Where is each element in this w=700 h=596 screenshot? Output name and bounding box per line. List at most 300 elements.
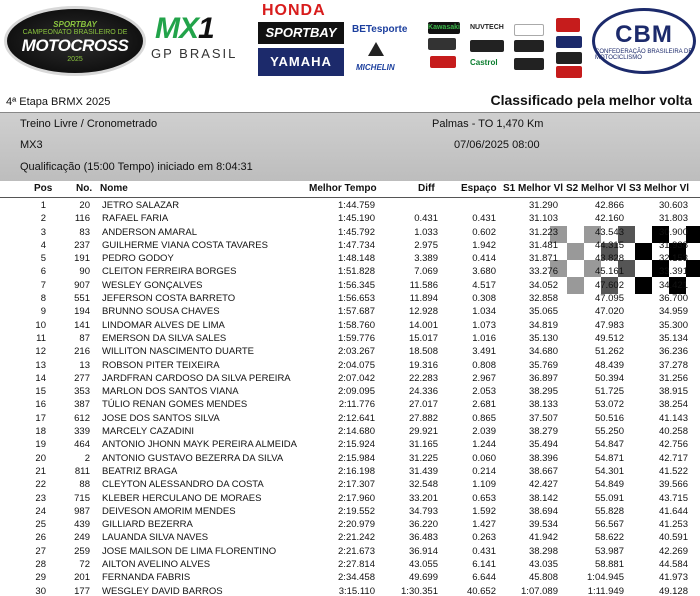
cell-diff: 27.882: [408, 412, 438, 424]
cell-s2: 50.394: [594, 372, 624, 384]
cell-no: 90: [79, 266, 90, 278]
sponsor-banner: [0, 0, 700, 84]
cell-diff: 2.975: [414, 239, 438, 251]
cell-pos: 5: [40, 253, 46, 265]
cell-pos: 12: [35, 346, 46, 358]
table-row: [0, 345, 700, 358]
cell-pos: 30: [35, 585, 46, 596]
col-s3: S3 Melhor Vl: [629, 183, 690, 194]
cell-s1: 34.819: [528, 319, 558, 331]
cell-diff: 27.017: [408, 399, 438, 411]
table-row: [0, 465, 700, 478]
cell-diff: 34.793: [408, 505, 438, 517]
cell-pos: 26: [35, 532, 46, 544]
cell-s3: 39.566: [658, 479, 688, 491]
sponsor-logo-b: [430, 56, 456, 68]
cell-name: TÚLIO RENAN GOMES MENDES: [102, 399, 248, 411]
col-name: Nome: [100, 183, 128, 194]
cell-s1: 32.858: [528, 293, 558, 305]
track-location: Palmas - TO 1,470 Km: [432, 118, 544, 130]
cell-s2: 50.516: [594, 412, 624, 424]
cell-s3: 36.236: [658, 346, 688, 358]
cell-s1: 38.279: [528, 426, 558, 438]
yamaha-logo: YAMAHA: [258, 48, 344, 76]
cell-s2: 51.725: [594, 386, 624, 398]
cell-gap: 0.865: [472, 412, 496, 424]
cell-s3: 38.254: [658, 399, 688, 411]
michelin-logo: MICHELIN: [356, 63, 395, 72]
cell-no: 72: [79, 559, 90, 571]
cell-gap: 0.653: [472, 492, 496, 504]
cell-no: 83: [79, 226, 90, 238]
cell-s1: 38.694: [528, 505, 558, 517]
cell-gap: 2.681: [472, 399, 496, 411]
cell-s1: 35.065: [528, 306, 558, 318]
cell-name: PEDRO GODOY: [102, 253, 174, 265]
cell-s1: 42.427: [528, 479, 558, 491]
cell-diff: 11.586: [409, 279, 438, 291]
table-row: [0, 385, 700, 398]
cell-s2: 55.250: [594, 426, 624, 438]
cell-pos: 20: [35, 452, 46, 464]
table-row: [0, 571, 700, 584]
cell-gap: 0.431: [472, 545, 496, 557]
cell-s3: 37.278: [658, 359, 688, 371]
cell-pos: 23: [35, 492, 46, 504]
cell-s2: 56.567: [594, 519, 624, 531]
event-stage: 4ª Etapa BRMX 2025: [6, 96, 111, 108]
cell-best: 2:07.042: [338, 372, 375, 384]
cell-gap: 0.263: [472, 532, 496, 544]
cell-pos: 18: [35, 426, 46, 438]
mx1-logo: [155, 12, 214, 46]
table-row: [0, 518, 700, 531]
cell-gap: 0.808: [472, 359, 496, 371]
sponsor-logo-g: [556, 18, 580, 32]
cell-pos: 7: [40, 279, 46, 291]
cell-diff: 43.055: [408, 559, 438, 571]
cell-best: 2:34.458: [338, 572, 375, 584]
cell-s3: 30.900: [658, 226, 688, 238]
table-row: [0, 332, 700, 345]
cell-name: KLEBER HERCULANO DE MORAES: [102, 492, 262, 504]
cell-name: AILTON AVELINO ALVES: [102, 559, 211, 571]
cbm-subtitle: CONFEDERAÇÃO BRASILEIRA DE MOTOCICLISMO: [595, 49, 693, 61]
cell-name: JEFERSON COSTA BARRETO: [102, 293, 236, 305]
col-pos: Pos: [34, 183, 53, 194]
cell-best: 1:48.148: [338, 253, 375, 265]
logo-subtitle: CAMPEONATO BRASILEIRO DE: [22, 28, 128, 36]
cell-best: 2:12.641: [338, 412, 375, 424]
cell-best: 1:45.792: [338, 226, 375, 238]
cell-gap: 1.244: [472, 439, 496, 451]
cell-best: 2:11.776: [338, 399, 375, 411]
cell-s3: 44.584: [658, 559, 688, 571]
cell-s1: 38.298: [528, 545, 558, 557]
cell-no: 116: [74, 213, 90, 225]
cell-pos: 10: [35, 319, 46, 331]
cell-s2: 58.881: [594, 559, 624, 571]
cell-gap: 4.517: [472, 279, 496, 291]
table-row: [0, 492, 700, 505]
cell-s1: 38.142: [528, 492, 558, 504]
cell-pos: 22: [35, 479, 46, 491]
cell-gap: 3.491: [472, 346, 496, 358]
cell-s2: 58.622: [594, 532, 624, 544]
cell-name: FERNANDA FABRIS: [102, 572, 191, 584]
cell-diff: 15.017: [408, 332, 438, 344]
cell-pos: 6: [40, 266, 46, 278]
cell-gap: 0.060: [472, 452, 496, 464]
cell-best: 2:04.075: [338, 359, 375, 371]
results-table-body: [0, 199, 700, 596]
cell-best: 1:45.190: [338, 213, 375, 225]
cell-diff: 49.699: [408, 572, 438, 584]
cell-no: 259: [74, 545, 90, 557]
session-info-panel: [0, 113, 700, 181]
cell-pos: 28: [35, 559, 46, 571]
cell-gap: 2.039: [472, 426, 496, 438]
mx1-text: MX: [155, 12, 198, 45]
sportbay-logo: SPORTBAY: [258, 22, 344, 44]
col-diff: Diff: [418, 183, 435, 194]
cell-best: 2:17.307: [338, 479, 375, 491]
cell-gap: 0.214: [472, 465, 496, 477]
cell-no: 277: [74, 372, 90, 384]
cell-gap: 6.644: [472, 572, 496, 584]
cell-diff: 14.001: [408, 319, 438, 331]
cell-s1: 34.052: [528, 279, 558, 291]
cell-s3: 41.644: [658, 505, 688, 517]
table-row: [0, 199, 700, 212]
cell-diff: 18.508: [408, 346, 438, 358]
cell-gap: 0.414: [472, 253, 496, 265]
honda-logo: HONDA: [262, 2, 326, 19]
cell-s1: 1:07.089: [521, 585, 558, 596]
cell-s2: 53.987: [594, 545, 624, 557]
cell-name: CLEYTON ALESSANDRO DA COSTA: [102, 479, 264, 491]
cell-no: 20: [79, 200, 90, 211]
nuvtech-logo: NUVTECH: [470, 24, 504, 31]
session-name: Treino Livre / Cronometrado: [20, 118, 158, 130]
cell-no: 201: [74, 572, 90, 584]
cbm-text: CBM: [615, 21, 673, 48]
sponsor-logo-c: [470, 40, 504, 52]
cell-best: 1:56.653: [338, 293, 375, 305]
cell-diff: 31.439: [408, 465, 438, 477]
cell-pos: 15: [35, 386, 46, 398]
sponsor-logo-a: [428, 38, 456, 50]
cell-diff: 12.928: [408, 306, 438, 318]
cell-s1: 38.396: [528, 452, 558, 464]
cell-s3: 41.973: [658, 572, 688, 584]
cell-s1: 38.133: [528, 399, 558, 411]
cell-best: 1:59.776: [338, 332, 375, 344]
cell-pos: 13: [35, 359, 46, 371]
cell-name: LINDOMAR ALVES DE LIMA: [102, 319, 225, 331]
castrol-logo: Castrol: [470, 58, 498, 67]
cell-best: 1:47.734: [338, 239, 375, 251]
results-table-header: [0, 183, 700, 197]
cell-gap: 1.034: [472, 306, 496, 318]
cell-best: 2:19.552: [338, 505, 375, 517]
table-row: [0, 292, 700, 305]
cell-s1: 37.507: [528, 412, 558, 424]
cell-name: GILLIARD BEZERRA: [102, 519, 193, 531]
cell-no: 387: [74, 399, 90, 411]
cell-s1: 41.942: [528, 532, 558, 544]
cell-name: JARDFRAN CARDOSO DA SILVA PEREIRA: [102, 372, 291, 384]
cell-diff: 31.165: [408, 439, 438, 451]
cell-pos: 11: [36, 332, 46, 344]
cell-name: GUILHERME VIANA COSTA TAVARES: [102, 239, 268, 251]
cell-best: 1:58.760: [338, 319, 375, 331]
table-row: [0, 558, 700, 571]
cell-diff: 1.033: [414, 226, 438, 238]
cell-s3: 42.269: [658, 545, 688, 557]
cell-best: 1:44.759: [338, 200, 375, 211]
cell-s2: 54.847: [594, 439, 624, 451]
cell-name: JETRO SALAZAR: [102, 200, 180, 211]
cell-s1: 43.035: [528, 559, 558, 571]
cell-diff: 0.431: [414, 213, 438, 225]
cell-s2: 43.543: [594, 226, 624, 238]
cell-s2: 47.602: [594, 279, 624, 291]
cell-name: WESLEY GONÇALVES: [102, 279, 203, 291]
logo-year: 2025: [67, 55, 83, 63]
cell-s3: 30.603: [658, 200, 688, 211]
cell-s2: 55.828: [594, 505, 624, 517]
cell-pos: 1: [40, 200, 46, 211]
table-row: [0, 585, 700, 596]
cell-diff: 7.069: [414, 266, 438, 278]
cell-pos: 3: [40, 226, 46, 238]
session-date: 07/06/2025 08:00: [454, 139, 540, 151]
table-row: [0, 531, 700, 544]
cell-s1: 45.808: [528, 572, 558, 584]
cell-best: 1:56.345: [338, 279, 375, 291]
cell-pos: 25: [35, 519, 46, 531]
cell-s1: 33.276: [528, 266, 558, 278]
cell-s1: 36.897: [528, 372, 558, 384]
col-s2: S2 Melhor Vl: [566, 183, 627, 194]
cell-s2: 43.828: [594, 253, 624, 265]
cell-name: ANDERSON AMARAL: [102, 226, 198, 238]
cell-s2: 1:11.949: [587, 585, 624, 596]
cell-s2: 55.091: [594, 492, 624, 504]
cell-s3: 40.591: [658, 532, 688, 544]
cell-s2: 49.512: [594, 332, 624, 344]
cell-name: ANTONIO GUSTAVO BEZERRA DA SILVA: [102, 452, 284, 464]
cell-name: JOSE DOS SANTOS SILVA: [102, 412, 220, 424]
cell-name: WILLITON NASCIMENTO DUARTE: [102, 346, 255, 358]
cell-no: 13: [79, 359, 90, 371]
cell-s2: 54.871: [594, 452, 624, 464]
cell-s1: 38.667: [528, 465, 558, 477]
cell-diff: 36.483: [408, 532, 438, 544]
cell-pos: 17: [35, 412, 46, 424]
sponsor-logo-i: [556, 52, 582, 64]
cell-s3: 41.253: [658, 519, 688, 531]
cell-diff: 22.283: [408, 372, 438, 384]
cell-no: 177: [74, 585, 90, 596]
cell-s3: 33.391: [658, 266, 688, 278]
table-row: [0, 478, 700, 491]
cell-diff: 32.548: [408, 479, 438, 491]
cell-diff: 24.336: [408, 386, 438, 398]
cell-diff: 31.225: [408, 452, 438, 464]
cell-s3: 38.915: [658, 386, 688, 398]
cell-s1: 31.103: [528, 213, 558, 225]
cell-diff: 29.921: [408, 426, 438, 438]
sponsor-logo-j: [556, 66, 582, 78]
page-title: Classificado pela melhor volta: [490, 92, 692, 108]
col-no: No.: [76, 183, 93, 194]
cell-s3: 42.756: [658, 439, 688, 451]
cell-best: 1:51.828: [338, 266, 375, 278]
cell-s3: 41.522: [658, 465, 688, 477]
cell-s1: 35.769: [528, 359, 558, 371]
cell-s3: 31.938: [658, 239, 688, 251]
cell-gap: 1.073: [472, 319, 496, 331]
cell-gap: 1.942: [472, 239, 496, 251]
cell-s2: 51.262: [594, 346, 624, 358]
cell-diff: 19.316: [408, 359, 438, 371]
cell-name: MARCELY CAZADINI: [102, 426, 195, 438]
cell-best: 2:21.242: [338, 532, 375, 544]
triangle-icon: [368, 42, 384, 56]
cell-s3: 35.300: [658, 319, 688, 331]
cell-no: 194: [74, 306, 90, 318]
table-row: [0, 239, 700, 252]
cell-name: CLEITON FERREIRA BORGES: [102, 266, 237, 278]
cell-gap: 2.967: [472, 372, 496, 384]
cell-best: 2:15.924: [338, 439, 375, 451]
cell-s3: 36.700: [658, 293, 688, 305]
cell-gap: 1.016: [472, 332, 496, 344]
table-row: [0, 425, 700, 438]
cell-diff: 1:30.351: [401, 585, 438, 596]
cell-s2: 48.439: [594, 359, 624, 371]
table-row: [0, 265, 700, 278]
cell-gap: 3.680: [472, 266, 496, 278]
cell-name: RAFAEL FARIA: [102, 213, 169, 225]
cell-no: 811: [74, 465, 90, 477]
cell-diff: 33.201: [408, 492, 438, 504]
cell-name: ANTONIO JHONN MAYK PEREIRA ALMEIDA: [102, 439, 297, 451]
cell-s2: 47.095: [594, 293, 624, 305]
cell-best: 2:09.095: [338, 386, 375, 398]
table-row: [0, 372, 700, 385]
cell-no: 88: [79, 479, 90, 491]
cell-best: 2:14.680: [338, 426, 375, 438]
cell-no: 249: [74, 532, 90, 544]
cell-no: 353: [74, 386, 90, 398]
cell-name: DEIVESON AMORIM MENDES: [102, 505, 236, 517]
cell-s1: 39.534: [528, 519, 558, 531]
cell-pos: 24: [35, 505, 46, 517]
cell-s2: 53.072: [594, 399, 624, 411]
cell-s3: 41.143: [658, 412, 688, 424]
table-row: [0, 305, 700, 318]
cell-gap: 0.602: [472, 226, 496, 238]
cell-s3: 34.421: [658, 279, 688, 291]
table-row: [0, 359, 700, 372]
cell-pos: 27: [35, 545, 46, 557]
cell-s1: 35.130: [528, 332, 558, 344]
cell-pos: 9: [40, 306, 46, 318]
table-row: [0, 319, 700, 332]
motocross-championship-logo: [4, 6, 146, 76]
cell-no: 464: [74, 439, 90, 451]
cell-best: 2:27.814: [338, 559, 375, 571]
cell-best: 2:17.960: [338, 492, 375, 504]
cell-gap: 0.431: [472, 213, 496, 225]
col-gap: Espaço: [461, 183, 497, 194]
cell-s1: 34.680: [528, 346, 558, 358]
cell-s1: 38.295: [528, 386, 558, 398]
cell-s2: 47.020: [594, 306, 624, 318]
cell-s3: 49.128: [658, 585, 688, 596]
cell-s1: 31.871: [528, 253, 558, 265]
cell-diff: 11.894: [409, 293, 438, 305]
cell-best: 2:20.979: [338, 519, 375, 531]
cell-no: 339: [74, 426, 90, 438]
cell-no: 2: [84, 452, 90, 464]
col-s1: S1 Melhor Vl: [503, 183, 564, 194]
cell-name: ROBSON PITER TEIXEIRA: [102, 359, 220, 371]
cell-gap: 1.427: [472, 519, 496, 531]
kawasaki-logo: Kawasaki: [428, 22, 460, 34]
table-row: [0, 505, 700, 518]
cell-s2: 42.160: [594, 213, 624, 225]
cell-s3: 35.134: [658, 332, 688, 344]
cell-no: 141: [74, 319, 90, 331]
table-row: [0, 398, 700, 411]
table-row: [0, 438, 700, 451]
cell-pos: 16: [35, 399, 46, 411]
cell-name: EMERSON DA SILVA SALES: [102, 332, 227, 344]
table-row: [0, 412, 700, 425]
category: MX3: [20, 139, 43, 151]
qualification-info: Qualificação (15:00 Tempo) iniciado em 8:04:31: [20, 161, 253, 173]
cell-diff: 36.914: [408, 545, 438, 557]
cell-s2: 47.983: [594, 319, 624, 331]
cell-diff: 3.389: [414, 253, 438, 265]
cell-best: 2:03.267: [338, 346, 375, 358]
gp-brasil-text: GP BRASIL: [151, 46, 238, 61]
header-divider: [0, 197, 700, 198]
table-row: [0, 545, 700, 558]
cell-s2: 1:04.945: [587, 572, 624, 584]
cell-gap: 6.141: [472, 559, 496, 571]
cell-s2: 44.315: [594, 239, 624, 251]
table-row: [0, 212, 700, 225]
cell-best: 3:15.110: [338, 585, 375, 596]
cell-no: 87: [79, 332, 90, 344]
cell-pos: 21: [35, 465, 46, 477]
cell-s3: 40.258: [658, 426, 688, 438]
cell-pos: 29: [35, 572, 46, 584]
cell-name: BRUNNO SOUSA CHAVES: [102, 306, 220, 318]
cbm-logo: [592, 8, 696, 74]
col-best: Melhor Tempo: [309, 183, 377, 194]
cell-s3: 31.803: [658, 213, 688, 225]
logo-sportbay-text: SPORTBAY: [53, 19, 97, 29]
cell-s2: 54.301: [594, 465, 624, 477]
cell-pos: 14: [35, 372, 46, 384]
cell-no: 987: [74, 505, 90, 517]
